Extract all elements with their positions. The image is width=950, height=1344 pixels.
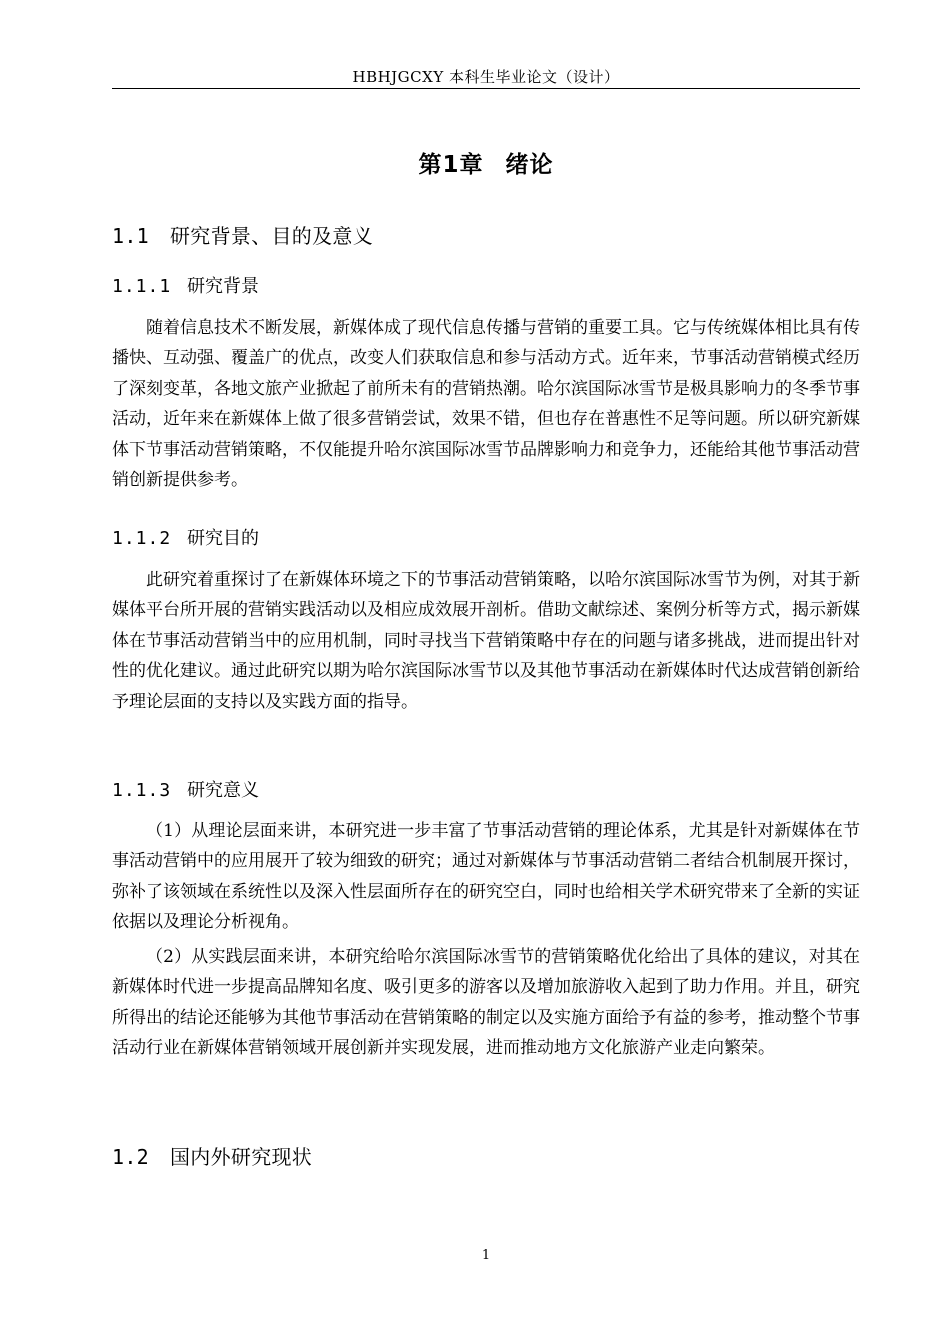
section-number: 1.1 [112,224,150,248]
paragraph-significance-practice: （2）从实践层面来讲，本研究给哈尔滨国际冰雪节的营销策略优化给出了具体的建议，对其在新媒体时代进一步提高品牌知名度、吸引更多的游客以及增加旅游收入起到了助力作用。并且，研究所得出的结论还能够为其他节事活动在营销策略的制定以及实施方面给予有益的参考，推动整个节事活动行业在新媒体营销领域开展创新并实现发展，进而推动地方文化旅游产业走向繁荣。 [112,947,860,1059]
section-heading-1-1 [112,220,373,249]
subsection-title: 研究背景 [187,276,259,297]
subsection-number: 1.1.2 [112,528,172,549]
chapter-number: 第1章 [418,152,484,178]
subsection-heading-1-1-2 [112,524,259,550]
section-number: 1.2 [112,1145,150,1169]
subsection-heading-1-1-3 [112,776,259,802]
subsection-title: 研究意义 [187,780,259,801]
subsection-title: 研究目的 [187,528,259,549]
paragraph-significance-theory: （1）从理论层面来讲，本研究进一步丰富了节事活动营销的理论体系，尤其是针对新媒体在节事活动营销中的应用展开了较为细致的研究；通过对新媒体与节事活动营销二者结合机制展开探讨，弥补了该领域在系统性以及深入性层面所存在的研究空白，同时也给相关学术研究带来了全新的实证依据以及理论分析视角。 [112,821,860,933]
section-title: 国内外研究现状 [170,1145,313,1169]
chapter-name: 绪论 [505,152,554,178]
subsection-heading-1-1-1 [112,272,259,298]
subsection-number: 1.1.3 [112,780,172,801]
section-title: 研究背景、目的及意义 [170,224,373,248]
running-header: HBHJGCXY 本科生毕业论文（设计） [352,68,620,86]
chapter-title [112,146,860,179]
page-number: 1 [481,1248,491,1263]
paragraph-purpose: 此研究着重探讨了在新媒体环境之下的节事活动营销策略，以哈尔滨国际冰雪节为例，对其于新媒体平台所开展的营销实践活动以及相应成效展开剖析。借助文献综述、案例分析等方式，揭示新媒体在节事活动营销当中的应用机制，同时寻找当下营销策略中存在的问题与诸多挑战，进而提出针对性的优化建议。通过此研究以期为哈尔滨国际冰雪节以及其他节事活动在新媒体时代达成营销创新给予理论层面的支持以及实践方面的指导。 [112,570,860,712]
section-heading-1-2 [112,1141,312,1170]
subsection-number: 1.1.1 [112,276,172,297]
header-rule [112,88,860,89]
paragraph-background: 随着信息技术不断发展，新媒体成了现代信息传播与营销的重要工具。它与传统媒体相比具有传播快、互动强、覆盖广的优点，改变人们获取信息和参与活动方式。近年来，节事活动营销模式经历了深刻变革，各地文旅产业掀起了前所未有的营销热潮。哈尔滨国际冰雪节是极具影响力的冬季节事活动，近年来在新媒体上做了很多营销尝试，效果不错，但也存在普惠性不足等问题。所以研究新媒体下节事活动营销策略，不仅能提升哈尔滨国际冰雪节品牌影响力和竞争力，还能给其他节事活动营销创新提供参考。 [112,318,860,491]
